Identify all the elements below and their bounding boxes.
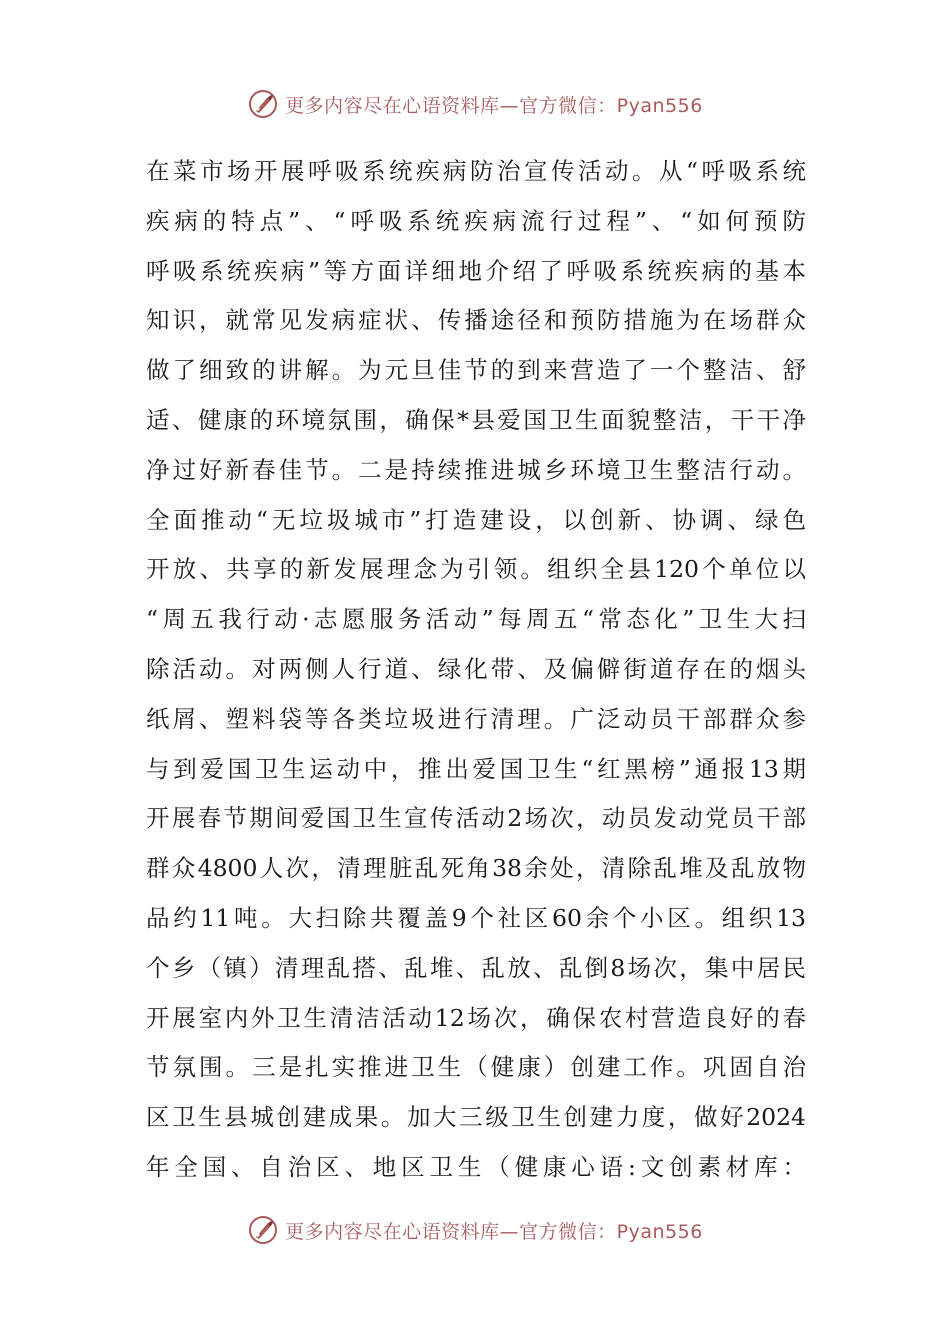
text-line: 全面推动“无垃圾城市”打造建设，以创新、协调、绿色 — [146, 505, 806, 534]
text-line: 与到爱国卫生运动中，推出爱国卫生“红黑榜”通报13期 — [146, 754, 806, 783]
text-line: 年全国、自治区、地区卫生（健康心语:文创素材库： — [146, 1152, 806, 1181]
watermark-text: 更多内容尽在心语资料库—官方微信：Pyan556 — [285, 1220, 703, 1243]
text-line: 除活动。对两侧人行道、绿化带、及偏僻街道存在的烟头 — [146, 654, 806, 683]
text-line: 开放、共享的新发展理念为引领。组织全县120个单位以 — [146, 555, 806, 584]
text-line: 开展春节期间爱国卫生宣传活动2场次，动员发动党员干部 — [146, 804, 806, 833]
text-line: 纸屑、塑料袋等各类垃圾进行清理。广泛动员干部群众参 — [146, 704, 806, 733]
footer-watermark — [0, 1210, 950, 1250]
text-line: 开展室内外卫生清洁活动12场次，确保农村营造良好的春 — [146, 1003, 806, 1032]
text-line: “周五我行动·志愿服务活动”每周五“常态化”卫生大扫 — [146, 605, 806, 634]
text-line: 适、健康的环境氛围，确保*县爱国卫生面貌整洁，干干净 — [146, 405, 806, 434]
header-watermark — [0, 84, 950, 124]
text-line: 做了细致的讲解。为元旦佳节的到来营造了一个整洁、舒 — [146, 356, 806, 385]
text-line: 个乡（镇）清理乱搭、乱堆、乱放、乱倒8场次，集中居民 — [146, 953, 806, 982]
text-line: 知识，就常见发病症状、传播途径和预防措施为在场群众 — [146, 306, 806, 335]
document-body — [146, 147, 806, 1193]
pen-nib-logo-icon — [247, 1214, 279, 1246]
pen-nib-logo-icon — [247, 88, 279, 120]
text-line: 区卫生县城创建成果。加大三级卫生创建力度，做好2024 — [146, 1103, 806, 1132]
text-line: 品约11吨。大扫除共覆盖9个社区60余个小区。组织13 — [146, 903, 806, 932]
text-line: 呼吸系统疾病”等方面详细地介绍了呼吸系统疾病的基本 — [146, 256, 806, 285]
text-line: 在菜市场开展呼吸系统疾病防治宣传活动。从“呼吸系统 — [146, 157, 806, 185]
text-line: 疾病的特点”、“呼吸系统疾病流行过程”、“如何预防 — [146, 206, 806, 235]
text-line: 节氛围。三是扎实推进卫生（健康）创建工作。巩固自治 — [146, 1053, 806, 1082]
text-line: 群众4800人次，清理脏乱死角38余处，清除乱堆及乱放物 — [146, 854, 806, 883]
text-line: 净过好新春佳节。二是持续推进城乡环境卫生整洁行动。 — [146, 455, 806, 484]
watermark-text: 更多内容尽在心语资料库—官方微信：Pyan556 — [285, 94, 703, 117]
